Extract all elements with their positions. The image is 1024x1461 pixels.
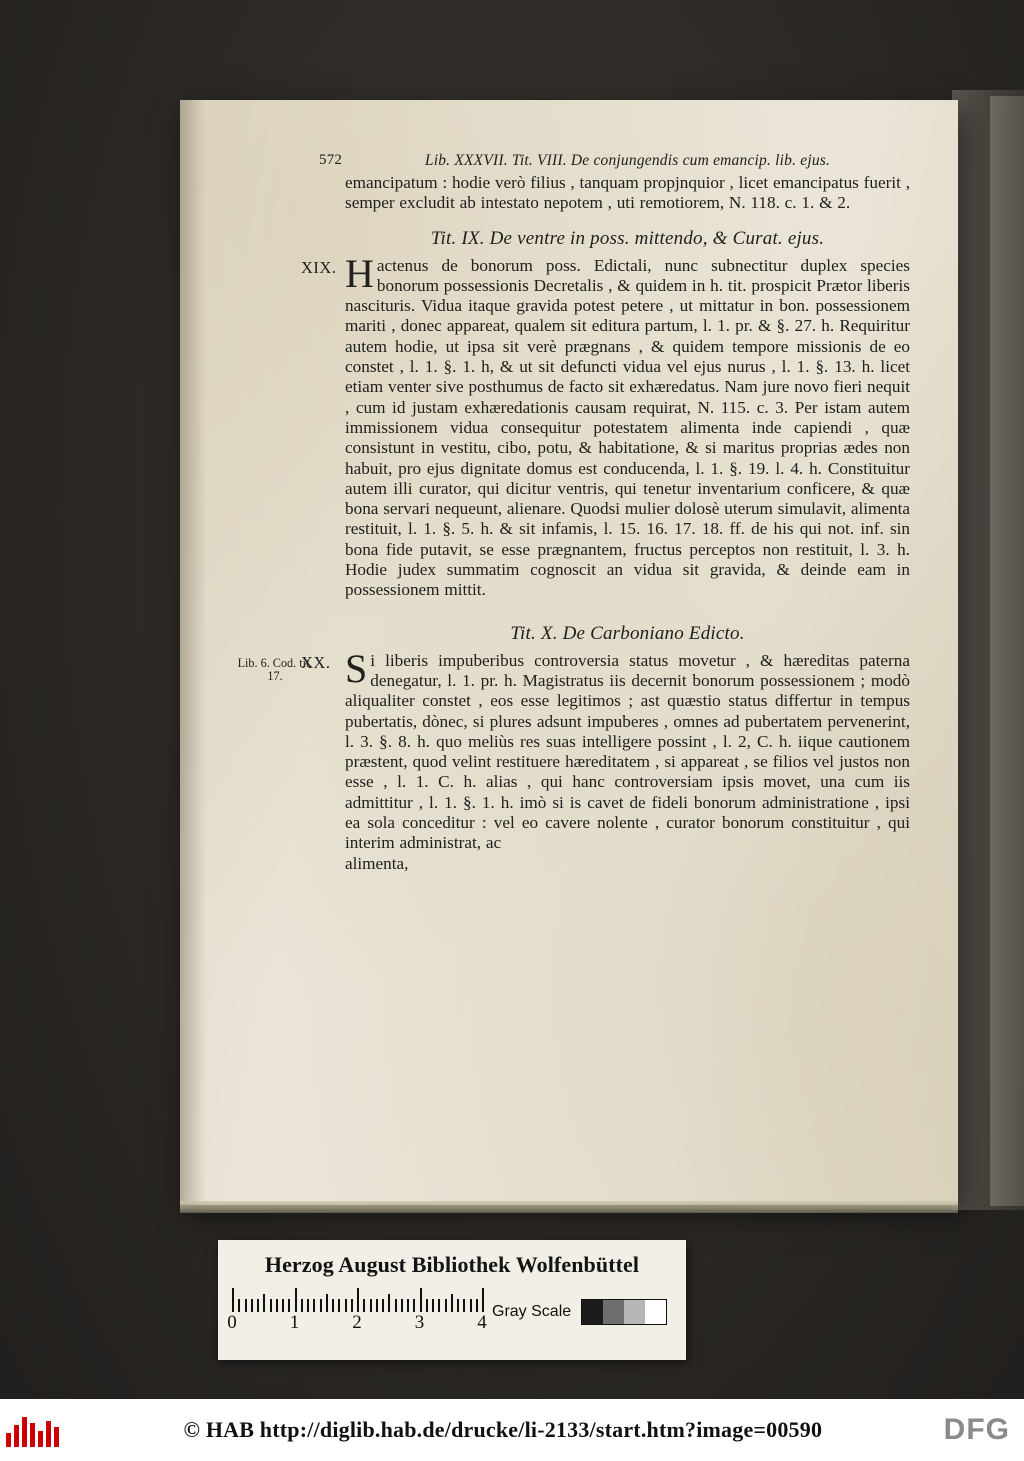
- ruler-numbers: 0 1 2 3 4: [227, 1312, 487, 1333]
- section-title-tit-ix: Tit. IX. De ventre in poss. mittendo, & Curat. ejus.: [430, 227, 825, 249]
- ruler-ticks: [232, 1286, 482, 1312]
- section-title-tit-x: Tit. X. De Carboniano Edicto.: [510, 622, 745, 644]
- dfg-left-logo-icon: [6, 1413, 62, 1447]
- running-head: [319, 152, 910, 170]
- gray-scale-label: Gray Scale: [492, 1303, 572, 1320]
- catchword: alimenta,: [345, 853, 409, 873]
- footer-bar: [0, 1399, 1024, 1461]
- footer-credit: © HAB http://diglib.hab.de/drucke/li-2133/start.htm?image=00590: [183, 1417, 823, 1442]
- page-bottom-edge: [180, 1201, 958, 1213]
- scale-row: [218, 1278, 686, 1338]
- page-textblock: [237, 152, 910, 874]
- facing-page-edge-outer: [990, 96, 1024, 1206]
- dfg-right-logo: DFG: [943, 1413, 1010, 1446]
- marginal-note: Lib. 6. Cod. tit. 17.: [237, 655, 313, 684]
- book-page: [180, 100, 958, 1205]
- section-xx: [237, 645, 910, 874]
- section-xx-text: i liberis impuberibus controversia status movetur , & hæreditas paterna denegatur, l. 1. pr. h. Magistratus iis decernit bonorum possessionem ; modò aliqualiter constet , eos esse legitimos ; ast quæstio status differtur in tempus pubertatis, dònec, si plures adsunt impuberes , omnes ad pubertatem pervenerint, l. 3. §. 8. h. quo meliùs res suas intelligere possint , l. 2, C. h. iique cautionem præstent, quod velint restituere hæreditatem , si appareat , se filios vel justos non esse , l. 1. C. h. alias , qui hanc controversiam ipsis movet, una cum iis admittitur , l. 1. §. 1. h. imò si is cavet de fideli bonorum administratione , ipsi ea sola conceditur : vel eo cavere nolente , curator bonorum constituitur , qui interim administrat, ac: [345, 650, 910, 853]
- page-gutter-shadow: [180, 100, 206, 1205]
- dropcap-s: S: [345, 645, 368, 691]
- running-head-text: Lib. XXXVII. Tit. VIII. De conjungendis cum emancip. lib. ejus.: [424, 152, 831, 169]
- section-xix: [301, 250, 910, 601]
- scale-card: [218, 1240, 686, 1360]
- folio-number: 572: [319, 152, 343, 168]
- ruler: [227, 1286, 487, 1338]
- section-xix-text: actenus de bonorum poss. Edictali, nunc subnectitur duplex species bonorum possessionis Decretalis , & quidem in h. tit. prospicit Prætor liberis nascituris. Vidua itaque gravida potest petere , ut mittatur in bon. possessionem mariti , donec appareat, qualem sit editura partum, l. 1. pr. & §. 27. h. Requiritur autem hodie, ut ipsa sit verè prægnans , & quidem tempore missionis de eo constet , l. 1. §. 1. h, & ut sit defuncti vidua vel ejus nurus , l. 1. §. 13. h. licet etiam venter sive posthumus de facto sit exhæredatus. Nam jure novo fieri nequit , cum id justam exhæredationis causam requirat, N. 115. c. 3. Per istam autem immissionem vidua consequitur potestatem alimenta inde capiendi , quæ consistunt in vestitu, cibo, potu, & habitatione, & si maritus proprias ædes non habuit, pro ejus dignitate domus est conducenda, l. 1. §. 19. l. 4. h. Constituitur autem illi curator, qui dicitur ventris, qui tenetur inventarium conficere, & quæ bona servari nequeunt, alienare. Quodsi mulier dolosè uterum simulavit, alimenta restituit, l. 1. §. 5. h. & sit infamis, l. 15. 16. 17. 18. ff. de his qui not. inf. sin bona fide putavit, se esse prægnantem, fructus perceptos non restituit, l. 3. h. Hodie judex summatim cognoscit an vidua sit gravida, & deinde eam in possessionem mittit.: [345, 255, 910, 600]
- dropcap-h: H: [345, 250, 374, 296]
- gray-scale-swatches: [581, 1299, 667, 1325]
- section-number-xx: XX.: [301, 652, 331, 672]
- section-number-xix: XIX.: [301, 257, 337, 277]
- library-name: Herzog August Bibliothek Wolfenbüttel: [264, 1252, 640, 1277]
- intro-paragraph: emancipatum : hodie verò filius , tanquam propjnquior , licet emancipatus fuerit , semper excludit ab intestato nepotem , uti remotiorem, N. 118. c. 1. & 2.: [345, 173, 910, 213]
